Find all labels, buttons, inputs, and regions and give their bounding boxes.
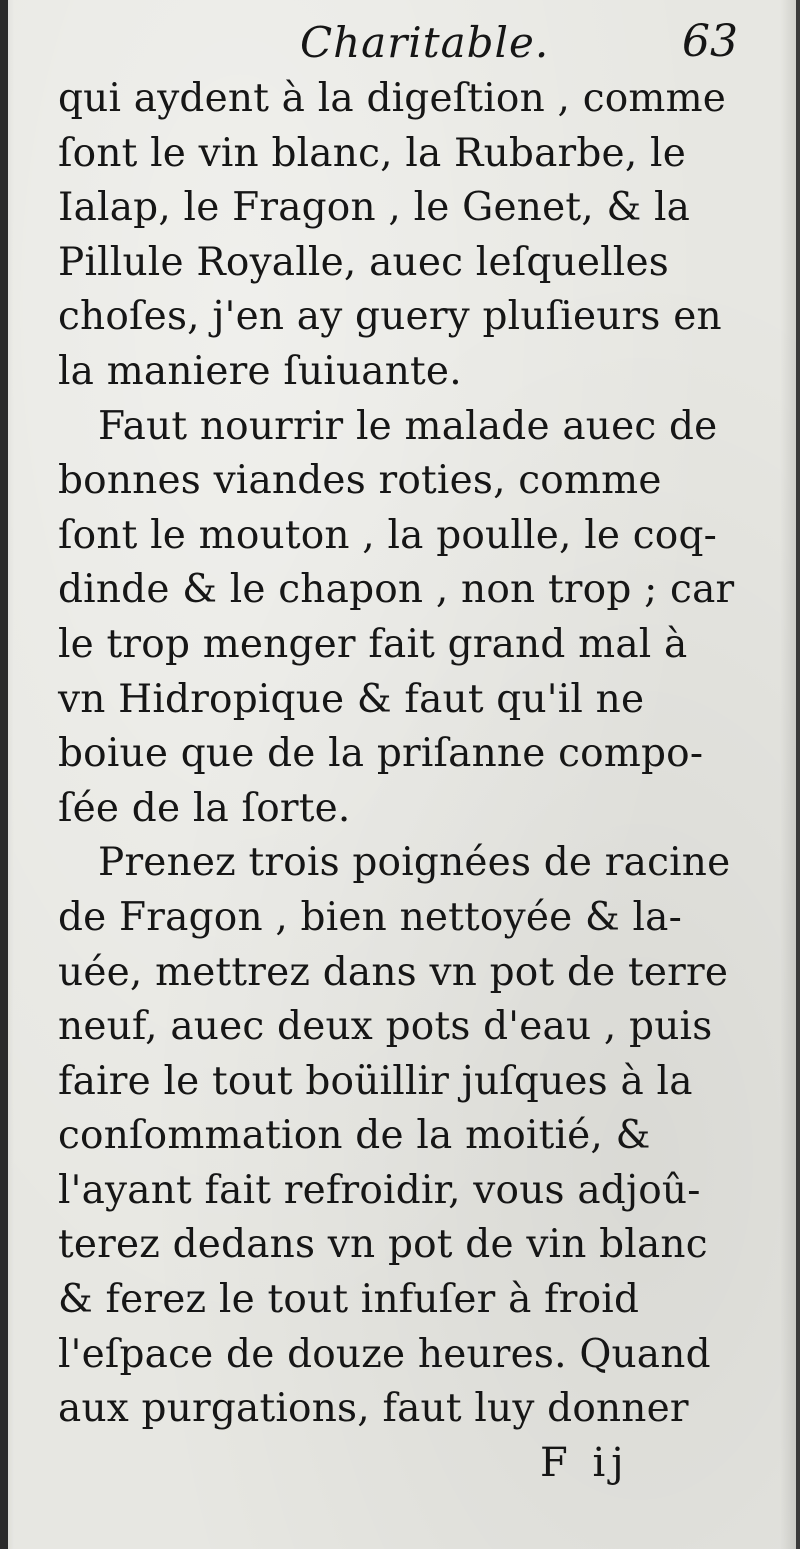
text-line: choſes, j'en ay guery pluſieurs en [58,294,722,340]
running-title: Charitable. [300,18,550,67]
text-line: faire le tout boüillir juſques à la [58,1058,693,1104]
signature-mark: F ij [540,1440,630,1486]
running-head [0,16,800,76]
text-line: la maniere ſuiuante. [58,348,462,394]
text-line: conſommation de la moitié, & [58,1113,651,1159]
text-line: l'ayant fait refroidir, vous adjoû- [58,1167,701,1213]
text-line: l'eſpace de douze heures. Quand [58,1331,711,1377]
text-line: Faut nourrir le malade auec de [98,403,718,449]
text-line: bonnes viandes roties, comme [58,458,662,504]
text-line: Ialap, le Fragon , le Genet, & la [58,185,691,231]
text-line: ſont le vin blanc, la Rubarbe, le [58,130,686,176]
page-right-edge [796,0,800,1549]
text-line: uée, mettrez dans vn pot de terre [58,949,729,995]
text-line: dinde & le chapon , non trop ; car [58,567,735,613]
page-left-edge [0,0,8,1549]
text-line: vn Hidropique & faut qu'il ne [58,676,645,722]
body-text [58,72,748,1437]
text-line: boiue que de la priſanne compo- [58,731,704,777]
text-line: Pillule Royalle, auec leſquelles [58,239,669,285]
text-line: ſont le mouton , la poulle, le coq- [58,512,718,558]
text-line: ſée de la ſorte. [58,785,351,831]
text-line: qui aydent à la digeſtion , comme [58,76,727,121]
text-line: aux purgations, faut luy donner [58,1386,689,1432]
text-line: neuf, auec deux pots d'eau , puis [58,1004,713,1050]
text-line: le trop menger fait grand mal à [58,621,688,667]
text-line: & ferez le tout infuſer à froid [58,1277,640,1323]
page-number: 63 [682,16,738,67]
text-line: terez dedans vn pot de vin blanc [58,1222,708,1268]
text-line: Prenez trois poignées de racine [98,840,731,886]
text-line: de Fragon , bien nettoyée & la- [58,894,683,940]
